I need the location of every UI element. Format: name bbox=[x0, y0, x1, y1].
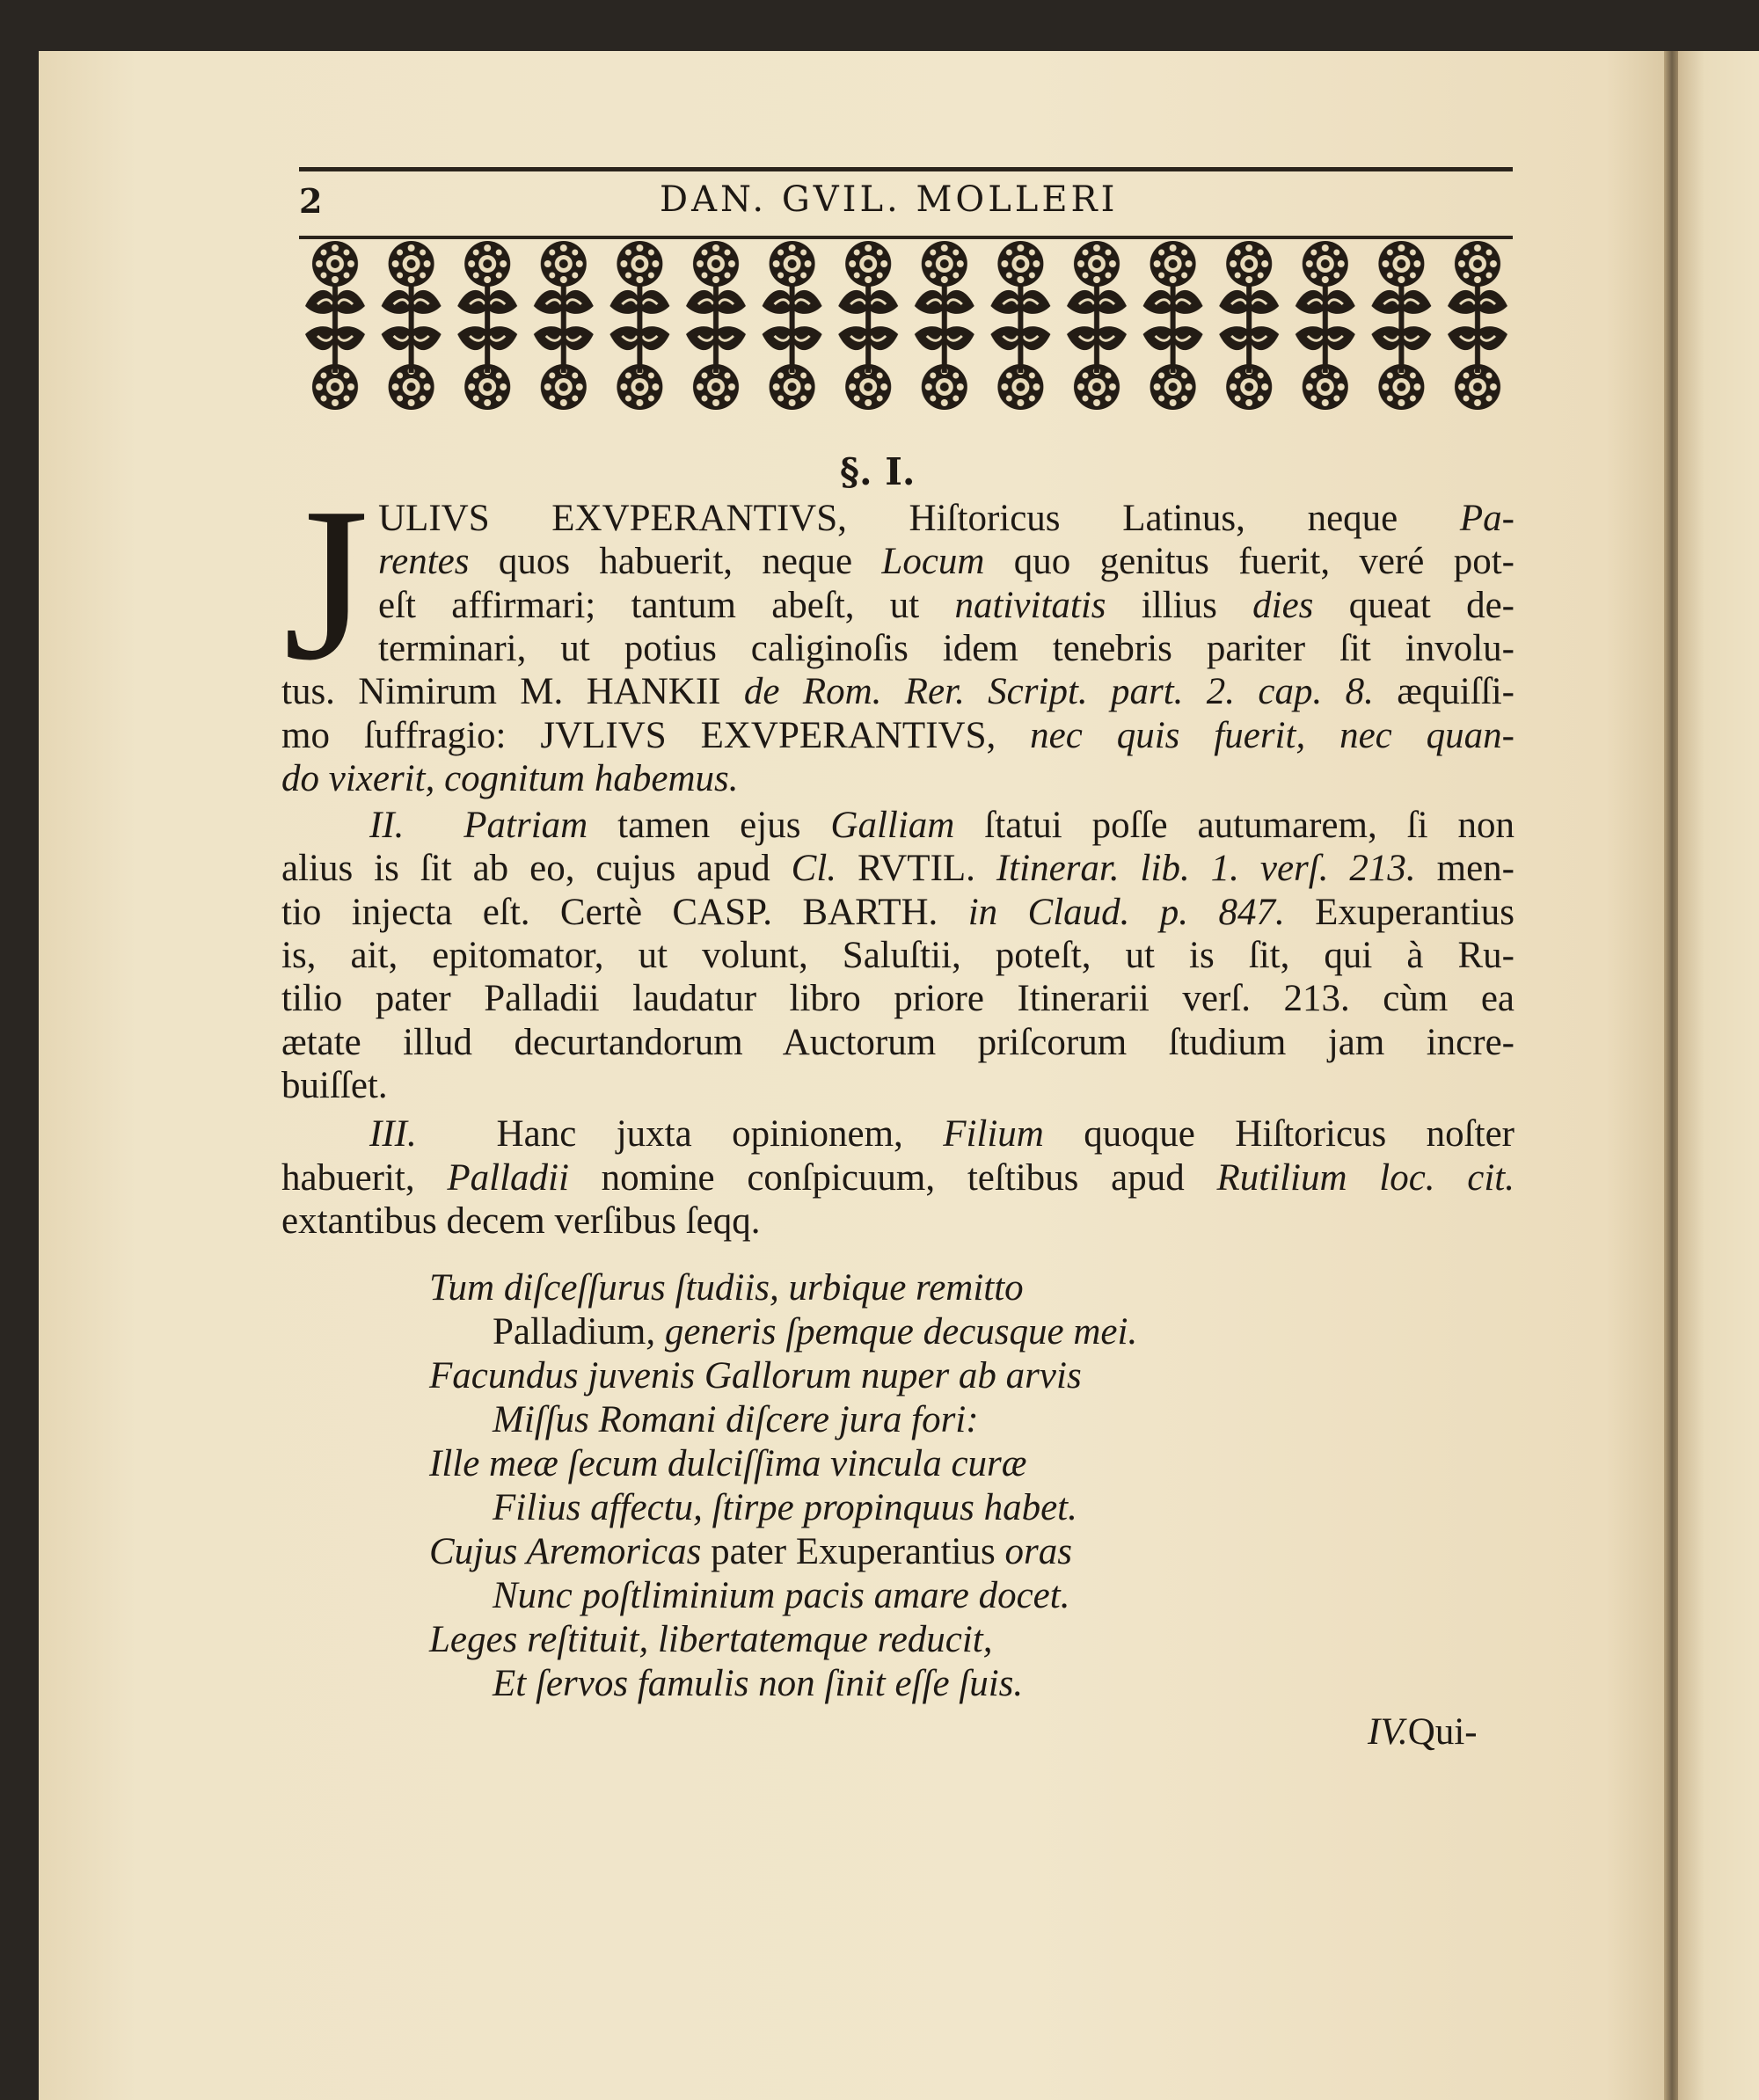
catchword bbox=[1368, 1710, 1478, 1754]
running-header bbox=[299, 176, 1513, 220]
floral-ornament-band bbox=[297, 236, 1516, 422]
roman-text: illius bbox=[1106, 584, 1253, 626]
italic-text: Rutilium loc. cit. bbox=[1216, 1156, 1515, 1199]
verse-line bbox=[429, 1530, 1485, 1574]
italic-text: dies bbox=[1252, 584, 1314, 626]
roman-text: pater Exuperantius bbox=[701, 1531, 1005, 1572]
italic-text: Patriam bbox=[463, 805, 588, 847]
italic-text: Leges reſtituit, libertatemque reducit, bbox=[429, 1619, 993, 1660]
roman-text: tus. Nimirum M. HANKII bbox=[281, 671, 744, 713]
italic-text: Miſſus Romani diſcere jura fori: bbox=[493, 1399, 979, 1440]
roman-text: alius is ſit ab eo, cujus apud bbox=[281, 848, 792, 890]
text-line bbox=[281, 757, 1514, 801]
verse-line bbox=[493, 1574, 1548, 1618]
italic-text: Tum diſceſſurus ſtudiis, urbique remitto bbox=[429, 1267, 1024, 1309]
roman-text: is, ait, epitomator, ut volunt, Saluſtii, poteſt, ut is ſit, qui à Ru- bbox=[281, 935, 1514, 976]
roman-text: æquiſſi- bbox=[1373, 671, 1514, 713]
italic-text: do vixerit, cognitum habemus. bbox=[281, 757, 739, 799]
text-line bbox=[369, 1112, 1514, 1156]
roman-text: habuerit, bbox=[281, 1156, 448, 1199]
text-line bbox=[281, 934, 1514, 978]
roman-text: buiſſet. bbox=[281, 1064, 388, 1106]
text-line bbox=[378, 627, 1514, 671]
roman-text: Exuperantius bbox=[1284, 891, 1515, 933]
verse-line bbox=[493, 1310, 1548, 1354]
text-line bbox=[281, 1064, 1514, 1108]
verse-line bbox=[429, 1442, 1485, 1486]
italic-text: II. bbox=[369, 805, 405, 847]
roman-text: extantibus decem verſibus ſeqq. bbox=[281, 1199, 761, 1242]
facing-page-edge bbox=[1678, 51, 1759, 2100]
roman-text: tamen ejus bbox=[588, 805, 831, 847]
drop-cap-initial: J bbox=[283, 463, 369, 706]
italic-text: de Rom. Rer. Script. part. 2. cap. 8. bbox=[743, 671, 1374, 713]
text-line bbox=[281, 1156, 1514, 1200]
roman-text: ULIVS EXVPERANTIVS, Hiſtoricus Latinus, neque bbox=[378, 498, 1460, 539]
text-line bbox=[378, 584, 1514, 628]
roman-text bbox=[404, 805, 463, 846]
verse-line bbox=[429, 1618, 1485, 1662]
italic-text: Locum bbox=[881, 541, 985, 583]
roman-text: tilio pater Palladii laudatur libro priore Itinerarii verſ. 213. cùm ea bbox=[281, 978, 1514, 1020]
roman-text: Hanc juxta opinionem, bbox=[416, 1113, 944, 1156]
roman-text: tio injecta eſt. Certè CASP. BARTH. bbox=[281, 891, 968, 933]
italic-text: III. bbox=[369, 1113, 417, 1156]
roman-text: ætate illud decurtandorum Auctorum priſcorum ſtudium jam incre- bbox=[281, 1021, 1514, 1063]
italic-text: Filium bbox=[943, 1113, 1044, 1156]
roman-text: mo ſuffragio: JVLIVS EXVPERANTIVS, bbox=[281, 714, 1031, 756]
italic-text: in Claud. p. 847. bbox=[967, 891, 1285, 933]
page-number: 2 bbox=[299, 181, 323, 221]
italic-text: Palladii bbox=[447, 1156, 569, 1199]
italic-text: nativitatis bbox=[954, 584, 1106, 626]
text-line bbox=[281, 1199, 1514, 1243]
roman-text: quos habuerit, neque bbox=[469, 541, 882, 583]
italic-text: nec quis fuerit, nec quan- bbox=[1030, 714, 1514, 756]
header-rule bbox=[299, 167, 1513, 171]
text-line bbox=[378, 540, 1514, 584]
italic-text: Cl. bbox=[791, 848, 837, 890]
italic-text: rentes bbox=[378, 541, 470, 583]
roman-text: eſt affirmari; tantum abeſt, ut bbox=[378, 584, 955, 626]
verse-line bbox=[493, 1662, 1548, 1706]
verse-line bbox=[493, 1486, 1548, 1530]
roman-text: nomine conſpicuum, teſtibus apud bbox=[568, 1156, 1217, 1199]
italic-text: Pa- bbox=[1459, 498, 1514, 539]
italic-text: Itinerar. lib. 1. verſ. 213. bbox=[996, 848, 1416, 890]
catchword-word: Qui- bbox=[1407, 1711, 1478, 1753]
verse-line bbox=[429, 1266, 1485, 1310]
italic-text: oras bbox=[1004, 1531, 1072, 1572]
italic-text: Filius affectu, ſtirpe propinquus habet. bbox=[493, 1487, 1077, 1528]
italic-text: Et ſervos famulis non ſinit eſſe ſuis. bbox=[493, 1663, 1024, 1704]
running-head: DAN. GVIL. MOLLERI bbox=[660, 179, 1119, 220]
text-line bbox=[369, 804, 1514, 848]
text-line bbox=[281, 670, 1514, 714]
text-line bbox=[281, 847, 1514, 891]
text-line bbox=[281, 891, 1514, 935]
roman-text: quoque Hiſtoricus noſter bbox=[1043, 1113, 1514, 1156]
roman-text: men- bbox=[1415, 848, 1514, 890]
italic-text: Galliam bbox=[830, 805, 955, 847]
roman-text: ſtatui poſſe autumarem, ſi non bbox=[954, 805, 1514, 847]
roman-text: quo genitus fuerit, veré pot- bbox=[984, 541, 1514, 583]
italic-text: , generis ſpemque decusque mei. bbox=[646, 1311, 1138, 1353]
section-heading: §. I. bbox=[840, 450, 916, 493]
text-line bbox=[281, 1021, 1514, 1065]
text-line bbox=[281, 977, 1514, 1021]
roman-text: terminari, ut potius caliginoſis idem tenebris pariter ſit involu- bbox=[378, 627, 1514, 669]
text-line bbox=[281, 714, 1514, 758]
italic-text: Ille meæ ſecum dulciſſima vincula curæ bbox=[429, 1443, 1027, 1484]
italic-text: Facundus juvenis Gallorum nuper ab arvis bbox=[429, 1355, 1082, 1396]
italic-text: Nunc poſtliminium pacis amare docet. bbox=[493, 1575, 1070, 1616]
text-line bbox=[378, 497, 1514, 541]
verse-line bbox=[429, 1354, 1485, 1398]
roman-text: Palladium bbox=[493, 1311, 646, 1353]
roman-text: RVTIL. bbox=[836, 848, 996, 890]
verse-line bbox=[493, 1398, 1548, 1442]
roman-text: queat de- bbox=[1313, 584, 1514, 626]
catchword-numeral: IV. bbox=[1368, 1711, 1408, 1753]
italic-text: Cujus Aremoricas bbox=[429, 1531, 702, 1572]
